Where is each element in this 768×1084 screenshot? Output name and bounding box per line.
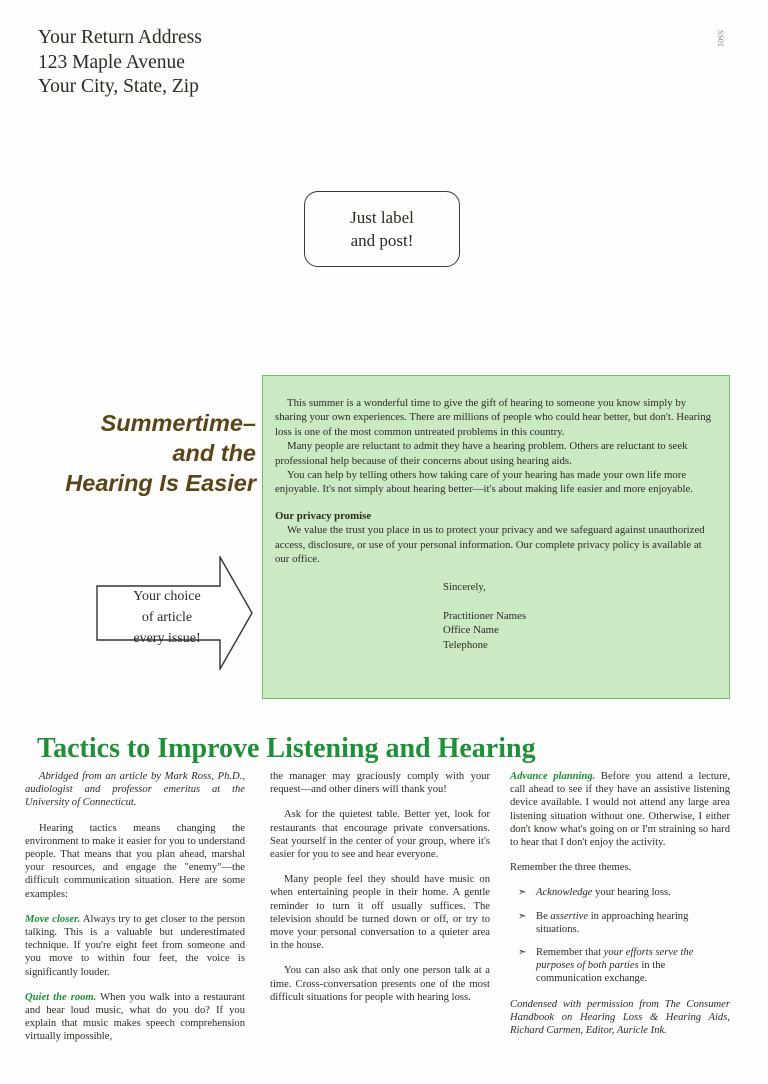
theme-2-emphasis: assertive xyxy=(550,910,589,922)
privacy-title: Our privacy promise xyxy=(275,509,372,522)
letter-paragraph-3: You can help by telling others how taking care of your hearing has made your own life more enjoyable. It's not simply about hearing better—it's about making life easier and more enjoyable. xyxy=(275,469,693,496)
signoff xyxy=(443,580,715,652)
theme-item-3 xyxy=(510,946,730,986)
advance-planning-paragraph xyxy=(510,770,730,849)
headline-line-3: Hearing Is Easier xyxy=(65,470,256,496)
return-address xyxy=(38,26,202,100)
theme-2-prefix: Be xyxy=(536,910,551,922)
advance-planning-heading: Advance planning. xyxy=(510,771,596,782)
article-byline: Abridged from an article by Mark Ross, Ph.D., audiologist and professor emeritus at the University of Connecticut. xyxy=(25,771,245,809)
themes-list xyxy=(510,886,730,985)
arrow-callout-line-1: Your choice xyxy=(133,589,201,604)
privacy-text: We value the trust you place in us to protect your privacy and we safeguard against unauthorized access, disclosure, or use of your personal information. Our complete privacy policy is available at our office. xyxy=(275,524,705,566)
closing: Sincerely, xyxy=(443,581,486,594)
arrow-bullet-icon: ➣ xyxy=(518,887,527,899)
move-closer-text: Always try to get closer to the person talking. This is a valuable but underestimated technique. If you're eight feet from someone and you move to within four feet, the voice is significantly louder. xyxy=(25,913,245,978)
signature-block xyxy=(443,609,715,652)
return-address-line-1: Your Return Address xyxy=(38,27,202,48)
col2-paragraph-2: Ask for the quietest table. Better yet, look for restaurants that encourage private conversations. Seat yourself in the center of your group, where it's easier for you to see and hear everyone. xyxy=(270,809,490,861)
article-column-3 xyxy=(510,770,730,1049)
arrow-callout-text xyxy=(114,586,220,649)
col2-paragraph-3: Many people feel they should have music on when entertaining people in their home. A gentle reminder to turn it off usually suffices. The television should be turned down or off, or try to move your personal conversation to a quieter area in the house. xyxy=(270,874,490,952)
letter-paragraph-2: Many people are reluctant to admit they have a hearing problem. Others are reluctant to seek professional help because of their concerns about using hearing aids. xyxy=(275,440,688,467)
letter-box xyxy=(262,375,730,699)
side-code-mark: SS01 xyxy=(716,30,725,47)
article-credit: Condensed with permission from The Consumer Handbook on Hearing Loss & Hearing Aids, Richard Carmen, Editor, Auricle Ink. xyxy=(510,998,730,1037)
postage-label-box xyxy=(304,191,460,267)
quiet-room-paragraph xyxy=(25,991,245,1044)
signature-line-1: Practitioner Names xyxy=(443,609,527,622)
theme-3-emphasis: your efforts serve the purposes of both parties xyxy=(536,947,694,972)
quiet-room-text: When you walk into a restaurant and hear loud music, what do you do? If you explain that music makes speech comprehension virtually impossible, xyxy=(25,991,245,1043)
theme-1-emphasis: Acknowledge xyxy=(536,887,593,899)
theme-item-2 xyxy=(510,910,730,936)
move-closer-heading: Move closer. xyxy=(25,913,81,925)
themes-intro: Remember the three themes. xyxy=(510,862,632,874)
col2-paragraph-4: You can also ask that only one person talk at a time. Cross-conversation presents one of the most difficult situations for people with hearing loss. xyxy=(270,965,490,1003)
letter-paragraph-1: This summer is a wonderful time to give the gift of hearing to someone you know simply by sharing your own experiences. There are millions of people who could hear better, but don't. Hearing loss is one of the most common untreated problems in this country. xyxy=(275,397,712,438)
return-address-line-2: 123 Maple Avenue xyxy=(38,51,185,73)
theme-1-text: your hearing loss. xyxy=(592,887,671,899)
arrow-bullet-icon: ➣ xyxy=(518,910,527,922)
advance-planning-text: Before you attend a lecture, call ahead to see if they have an assistive listening device available. I would not attend any large area listening situation without one. Otherwise, I either don't know what's going on or I'm straining so hard to hear that I don't enjoy the activity. xyxy=(510,771,730,849)
arrow-callout-line-2: of article xyxy=(141,610,193,625)
postage-label-line-1: Just label xyxy=(350,208,414,227)
article-column-2 xyxy=(270,770,490,1016)
theme-item-1 xyxy=(510,886,730,899)
move-closer-paragraph xyxy=(25,913,245,979)
postage-label-line-2: and post! xyxy=(350,231,414,250)
signature-line-3: Telephone xyxy=(443,638,488,651)
choice-arrow-callout xyxy=(96,556,254,670)
headline-line-1: Summertime– xyxy=(100,410,256,436)
theme-3-prefix: Remember that xyxy=(536,947,604,959)
return-address-line-3: Your City, State, Zip xyxy=(38,76,199,97)
arrow-callout-line-3: every issue! xyxy=(133,631,201,646)
headline xyxy=(24,408,256,498)
theme-3-text: in the communication exchange. xyxy=(536,960,666,985)
article-title: Tactics to Improve Listening and Hearing xyxy=(37,733,536,764)
col2-paragraph-1: the manager may graciously comply with your request—and other diners will thank you! xyxy=(270,771,490,796)
article-intro: Hearing tactics means changing the environment to make it easier for you to understand people. That means that you plan ahead, marshal your resources, and engage the "enemy"—the difficult communication situation. Here are some examples: xyxy=(25,822,245,900)
headline-line-2: and the xyxy=(172,440,256,466)
arrow-bullet-icon: ➣ xyxy=(518,947,527,959)
quiet-room-heading: Quiet the room. xyxy=(25,991,97,1003)
article-column-1 xyxy=(25,770,245,1056)
theme-2-text: in approaching hearing situations. xyxy=(536,910,689,935)
signature-line-2: Office Name xyxy=(443,624,499,637)
